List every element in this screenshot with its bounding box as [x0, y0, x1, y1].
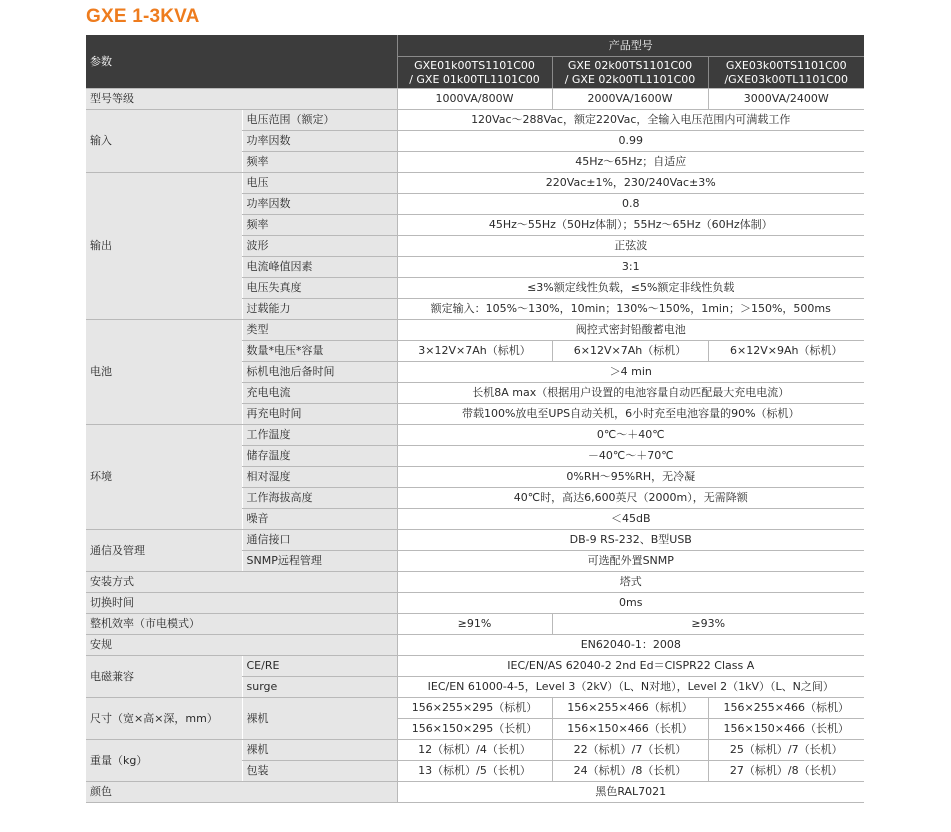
cell-value: ≥93% [552, 614, 864, 635]
cell-value: 45Hz～55Hz（50Hz体制）；55Hz～65Hz（60Hz体制） [397, 215, 864, 236]
row-label: 电流峰值因素 [242, 257, 397, 278]
cell-value: 3:1 [397, 257, 864, 278]
group-label-input: 输入 [86, 110, 242, 173]
cell-value: 阀控式密封铅酸蓄电池 [397, 320, 864, 341]
cell-value: 6×12V×7Ah（标机） [552, 341, 708, 362]
row-label: 型号等级 [86, 89, 397, 110]
row-label: 过载能力 [242, 299, 397, 320]
row-label: 数量*电压*容量 [242, 341, 397, 362]
table-row [86, 110, 864, 131]
table-header-row [86, 35, 864, 57]
cell-value: 黑色RAL7021 [397, 782, 864, 803]
cell-value: EN62040-1：2008 [397, 635, 864, 656]
table-row [86, 530, 864, 551]
row-label: 标机电池后备时间 [242, 362, 397, 383]
cell-value: 120Vac～288Vac，额定220Vac，全输入电压范围内可满载工作 [397, 110, 864, 131]
cell-value: ＞4 min [397, 362, 864, 383]
cell-value: 2000VA/1600W [552, 89, 708, 110]
cell-value: 156×255×466（标机） [708, 698, 864, 719]
group-label-weight: 重量（kg） [86, 740, 242, 782]
cell-value: 1000VA/800W [397, 89, 552, 110]
cell-value: 6×12V×9Ah（标机） [708, 341, 864, 362]
cell-value: 156×150×466（长机） [552, 719, 708, 740]
row-label: 通信接口 [242, 530, 397, 551]
cell-value: 156×255×295（标机） [397, 698, 552, 719]
cell-value: IEC/EN/AS 62040-2 2nd Ed＝CISPR22 Class A [397, 656, 864, 677]
cell-value: ＜45dB [397, 509, 864, 530]
row-label: surge [242, 677, 397, 698]
cell-value: 45Hz～65Hz；自适应 [397, 152, 864, 173]
group-label-dimensions: 尺寸（宽×高×深，mm） [86, 698, 242, 740]
cell-value: 220Vac±1%，230/240Vac±3% [397, 173, 864, 194]
cell-value: ≥91% [397, 614, 552, 635]
table-row [86, 635, 864, 656]
row-label: 波形 [242, 236, 397, 257]
spec-table [86, 35, 864, 803]
cell-value: 额定输入：105%～130%，10min；130%～150%，1min；＞150%，500ms [397, 299, 864, 320]
cell-value: 12（标机）/4（长机） [397, 740, 552, 761]
cell-value: 156×150×466（长机） [708, 719, 864, 740]
row-label: 功率因数 [242, 194, 397, 215]
row-label: 储存温度 [242, 446, 397, 467]
table-row [86, 740, 864, 761]
row-label: 工作海拔高度 [242, 488, 397, 509]
cell-value: 40℃时，高达6,600英尺（2000m），无需降额 [397, 488, 864, 509]
row-label: 再充电时间 [242, 404, 397, 425]
table-row [86, 656, 864, 677]
cell-value: 22（标机）/7（长机） [552, 740, 708, 761]
cell-value: IEC/EN 61000-4-5，Level 3（2kV）（L、N对地），Level 2（1kV）（L、N之间） [397, 677, 864, 698]
row-label: 包装 [242, 761, 397, 782]
row-label: 类型 [242, 320, 397, 341]
table-row [86, 89, 864, 110]
row-label: 功率因数 [242, 131, 397, 152]
row-label: 频率 [242, 152, 397, 173]
cell-value: 27（标机）/8（长机） [708, 761, 864, 782]
row-label: 颜色 [86, 782, 397, 803]
row-label: 裸机 [242, 740, 397, 761]
row-label: 电压 [242, 173, 397, 194]
cell-value: 0ms [397, 593, 864, 614]
page-title: GXE 1-3KVA [86, 6, 200, 27]
cell-value: －40℃～＋70℃ [397, 446, 864, 467]
cell-value: DB-9 RS-232、B型USB [397, 530, 864, 551]
header-model-2: GXE 02k00TS1101C00 / GXE 02k00TL1101C00 [552, 57, 708, 89]
row-label: 整机效率（市电模式） [86, 614, 397, 635]
cell-value: 3×12V×7Ah（标机） [397, 341, 552, 362]
cell-value: 0.99 [397, 131, 864, 152]
group-label-battery: 电池 [86, 320, 242, 425]
cell-value: 3000VA/2400W [708, 89, 864, 110]
group-label-comm: 通信及管理 [86, 530, 242, 572]
cell-value: 25（标机）/7（长机） [708, 740, 864, 761]
cell-value: 正弦波 [397, 236, 864, 257]
header-param: 参数 [86, 35, 397, 89]
group-label-emc: 电磁兼容 [86, 656, 242, 698]
cell-value: 长机8A max（根据用户设置的电池容量自动匹配最大充电电流） [397, 383, 864, 404]
header-product-model: 产品型号 [397, 35, 864, 57]
row-label: 充电电流 [242, 383, 397, 404]
row-label: 裸机 [242, 698, 397, 740]
cell-value: 13（标机）/5（长机） [397, 761, 552, 782]
cell-value: 0℃～＋40℃ [397, 425, 864, 446]
cell-value: 带载100%放电至UPS自动关机，6小时充至电池容量的90%（标机） [397, 404, 864, 425]
group-label-environment: 环境 [86, 425, 242, 530]
row-label: 工作温度 [242, 425, 397, 446]
row-label: SNMP远程管理 [242, 551, 397, 572]
table-row [86, 782, 864, 803]
table-row [86, 572, 864, 593]
table-row [86, 173, 864, 194]
table-row [86, 425, 864, 446]
cell-value: 156×150×295（长机） [397, 719, 552, 740]
header-model-1: GXE01k00TS1101C00 / GXE 01k00TL1101C00 [397, 57, 552, 89]
row-label: 切换时间 [86, 593, 397, 614]
table-row [86, 698, 864, 719]
row-label: 噪音 [242, 509, 397, 530]
cell-value: 0.8 [397, 194, 864, 215]
cell-value: 0%RH～95%RH，无冷凝 [397, 467, 864, 488]
row-label: 频率 [242, 215, 397, 236]
group-label-output: 输出 [86, 173, 242, 320]
table-row [86, 320, 864, 341]
cell-value: 156×255×466（标机） [552, 698, 708, 719]
cell-value: 塔式 [397, 572, 864, 593]
cell-value: 可选配外置SNMP [397, 551, 864, 572]
cell-value: ≤3%额定线性负载，≤5%额定非线性负载 [397, 278, 864, 299]
table-row [86, 614, 864, 635]
row-label: 电压失真度 [242, 278, 397, 299]
row-label: 安装方式 [86, 572, 397, 593]
cell-value: 24（标机）/8（长机） [552, 761, 708, 782]
row-label: CE/RE [242, 656, 397, 677]
table-row [86, 593, 864, 614]
row-label: 电压范围（额定） [242, 110, 397, 131]
header-model-3: GXE03k00TS1101C00 /GXE03k00TL1101C00 [708, 57, 864, 89]
row-label: 相对湿度 [242, 467, 397, 488]
row-label: 安规 [86, 635, 397, 656]
